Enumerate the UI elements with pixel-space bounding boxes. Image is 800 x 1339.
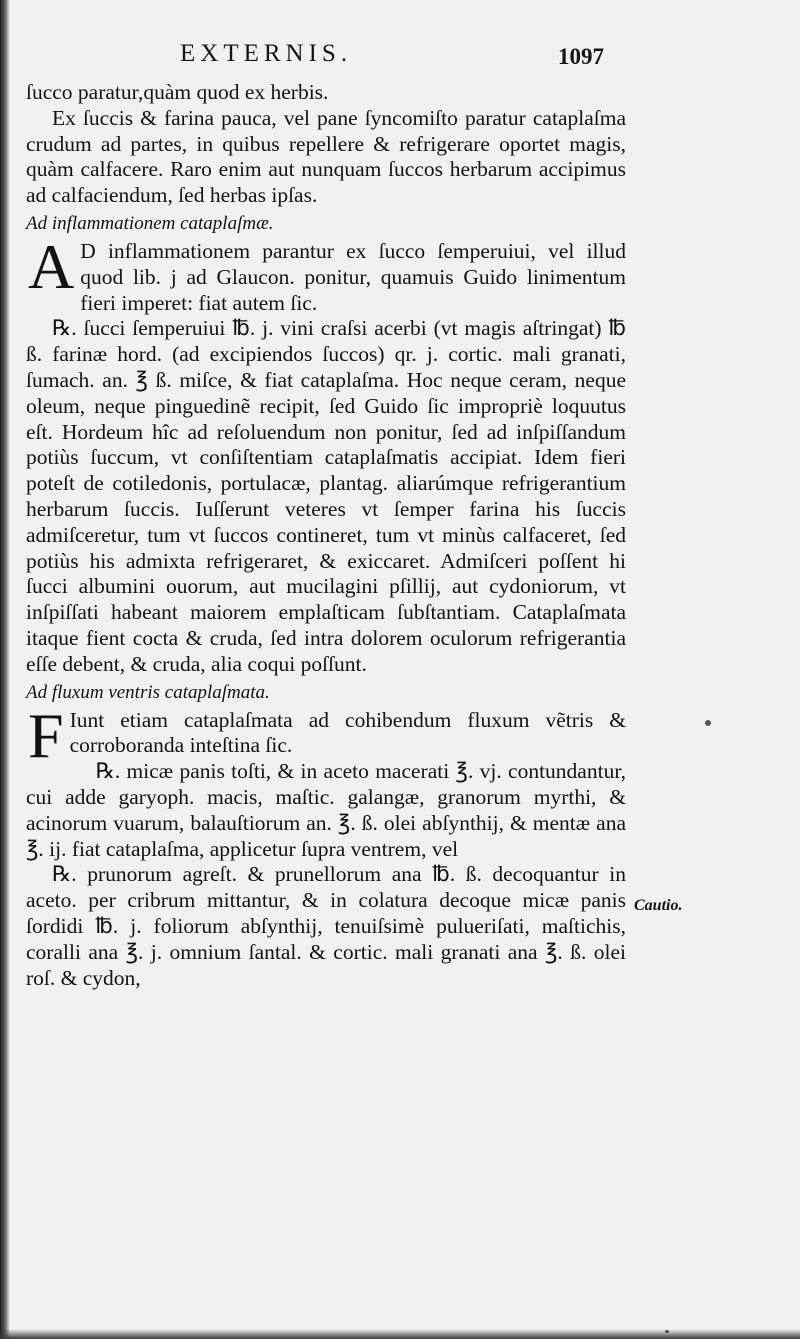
margin-note: Cautio. [634, 897, 683, 914]
recipe-paragraph: ℞. ſucci ſemperuiui ℔. j. vini craſsi acerbi (vt magis aſtringat) ℔ ß. farinæ hord. (ad excipiendos ſuccos) qr. j. cortic. mali granati, ſumach. an. ℥ ß. miſce, & fiat cataplaſma. Hoc neque ceram, neque oleum, neque pinguedinẽ recipit, ſed Guido ſic impropriè loquutus eſt. Hordeum hîc ad reſoluendum non ponitur, ſed ad inſpiſſandum potiùs ſuccum, vt conſiſtentiam cataplaſmatis accipiat. Idem fieri poteſt de cotiledonis, portulacæ, plantag. aliarúmque refrigerantium herbarum ſuccis. Iuſſerunt veteres vt ſemper farina his ſuccis admiſceretur, tum vt ſuccos contineret, tum vt minùs calfaceret, ſed potiùs his admixta refrigeraret, & exiccaret. Admiſceri poſſent hi ſucci albumini ouorum, aut mucilagini pſillij, aut cydoniorum, vt inſpiſſati habeant maiorem emplaſticam ſubſtantiam. Cataplaſmata itaque fient cocta & cruda, ſed intra dolorem oculorum refrigerantia eſſe debent, & cruda, alia coqui poſſunt. [26, 316, 626, 676]
paragraph-text: Iunt etiam cataplaſmata ad cohibendum fluxum vẽtris & corroboranda inteſtina ſic. [69, 707, 626, 758]
paragraph [26, 230, 626, 316]
drop-cap: A [28, 230, 75, 302]
paper-speck [705, 720, 711, 726]
page-number: 1097 [558, 44, 604, 69]
text-line: ſucco paratur,quàm quod ex herbis. [26, 80, 329, 104]
paragraph [26, 699, 626, 771]
section-heading: Ad inflammationem cataplaſmæ. [26, 212, 274, 234]
running-head: EXTERNIS. [180, 40, 353, 67]
recipe-paragraph: ℞. micæ panis toſti, & in aceto macerati ℥. vj. contundantur, cui adde garyoph. macis, maſtic. galangæ, granorum myrthi, & acinorum vuarum, balauſtiorum an. ℥. ß. olei abſynthij, & mentæ ana ℥. ij. fiat cataplaſma, applicetur ſupra ventrem, vel [26, 759, 626, 861]
paper-speck [665, 1330, 669, 1333]
paragraph-text: D inflammationem parantur ex ſucco ſemperuiui, vel illud quod lib. j ad Glaucon. ponitur, quamuis Guido linimentum fieri imperet: fiat autem ſic. [80, 238, 626, 315]
recipe-paragraph: ℞. prunorum agreſt. & prunellorum ana ℔. ß. decoquantur in aceto. per cribrum mittantur, & in colatura decoque micæ panis ſordidi ℔. j. foliorum abſynthij, tenuiſsimè pulueriſati, maſtichis, coralli ana ℥. j. omnium ſantal. & cortic. mali granati ana ℥. ß. olei roſ. & cydon, [26, 862, 626, 990]
paragraph: Ex ſuccis & farina pauca, vel pane ſyncomiſto paratur cataplaſma crudum ad partes, in quibus repellere & refrigerare oportet magis, quàm calfacere. Raro enim aut nunquam ſuccos herbarum accipimus ad calfaciendum, ſed herbas ipſas. [26, 105, 626, 208]
drop-cap: F [28, 699, 64, 771]
section-heading: Ad fluxum ventris cataplaſmata. [26, 681, 270, 703]
text-block [26, 80, 626, 991]
